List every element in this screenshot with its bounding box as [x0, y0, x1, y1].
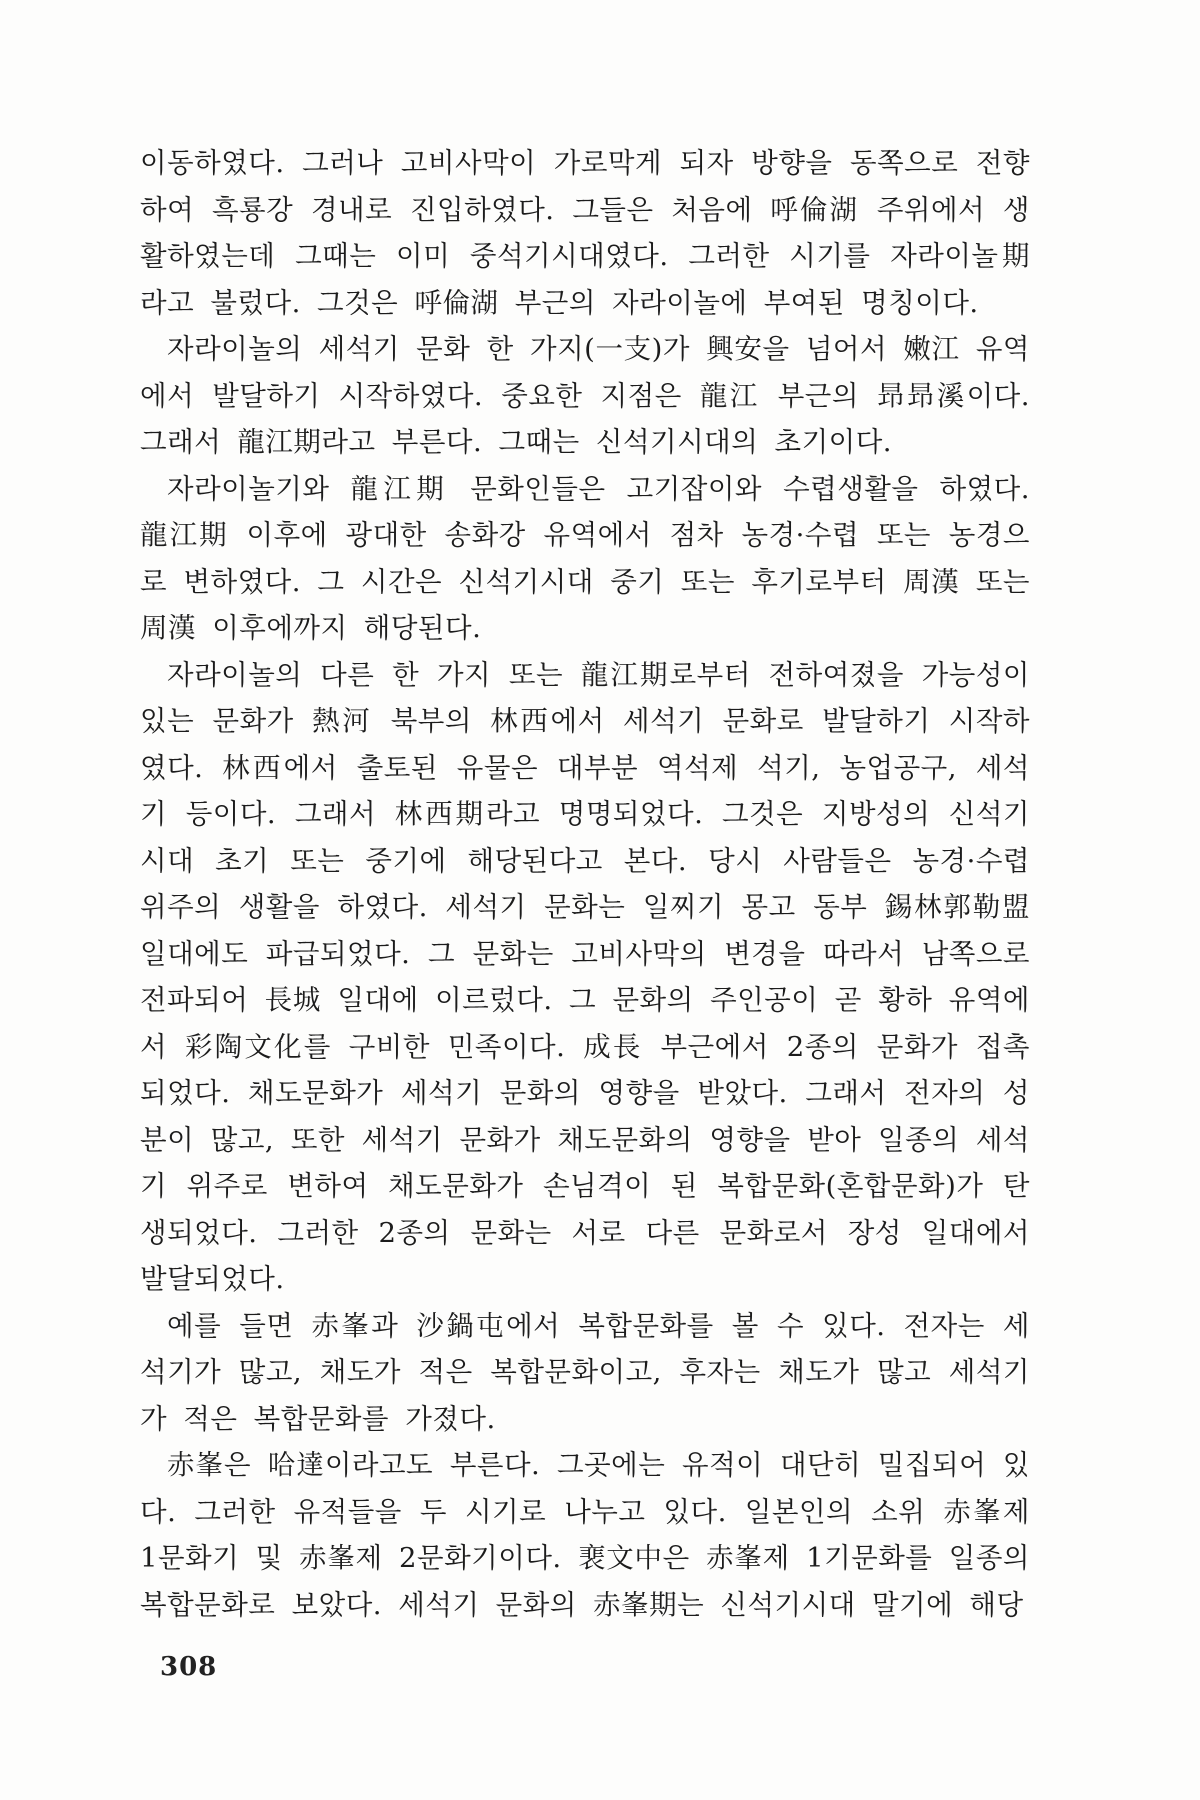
paragraph-6: 赤峯은 哈達이라고도 부른다. 그곳에는 유적이 대단히 밀집되어 있다. 그러한 유적들을 두 시기로 나누고 있다. 일본인의 소위 赤峯제 1문화기 및 赤峯제 2문화기이다. 裵文中은 赤峯제 1기문화를 일종의 복합문화로 보았다. 세석기 문화의 赤峯期는 신석기시대 말기에 해당	[140, 1449, 1030, 1621]
paragraph-3: 자라이놀기와 龍江期 문화인들은 고기잡이와 수렵생활을 하였다. 龍江期 이후에 광대한 송화강 유역에서 점차 농경·수렵 또는 농경으로 변하였다. 그 시간은 신석기시대 중기 또는 후기로부터 周漢 또는 周漢 이후에까지 해당된다.	[140, 472, 1030, 644]
paragraph-5: 예를 들면 赤峯과 沙鍋屯에서 복합문화를 볼 수 있다. 전자는 세석기가 많고, 채도가 적은 복합문화이고, 후자는 채도가 많고 세석기가 적은 복합문화를 가졌다.	[140, 1309, 1030, 1435]
body-text	[140, 140, 1030, 1628]
page-number: 308	[160, 1652, 218, 1682]
paragraph-1: 이동하였다. 그러나 고비사막이 가로막게 되자 방향을 동쪽으로 전향하여 흑룡강 경내로 진입하였다. 그들은 처음에 呼倫湖 주위에서 생활하였는데 그때는 이미 중석기시대였다. 그러한 시기를 자라이놀期라고 불렀다. 그것은 呼倫湖 부근의 자라이놀에 부여된 명칭이다.	[140, 147, 1030, 319]
paragraph-2: 자라이놀의 세석기 문화 한 가지(一支)가 興安을 넘어서 嫩江 유역에서 발달하기 시작하였다. 중요한 지점은 龍江 부근의 昻昻溪이다. 그래서 龍江期라고 부른다. 그때는 신석기시대의 초기이다.	[140, 333, 1030, 458]
paragraph-4: 자라이놀의 다른 한 가지 또는 龍江期로부터 전하여졌을 가능성이 있는 문화가 熱河 북부의 林西에서 세석기 문화로 발달하기 시작하였다. 林西에서 출토된 유물은 대부분 역석제 석기, 농업공구, 세석기 등이다. 그래서 林西期라고 명명되었다. 그것은 지방성의 신석기시대 초기 또는 중기에 해당된다고 본다. 당시 사람들은 농경·수렵 위주의 생활을 하였다. 세석기 문화는 일찌기 몽고 동부 錫林郭勒盟 일대에도 파급되었다. 그 문화는 고비사막의 변경을 따라서 남쪽으로 전파되어 長城 일대에 이르렀다. 그 문화의 주인공이 곧 황하 유역에서 彩陶文化를 구비한 민족이다. 成長 부근에서 2종의 문화가 접촉되었다. 채도문화가 세석기 문화의 영향을 받았다. 그래서 전자의 성분이 많고, 또한 세석기 문화가 채도문화의 영향을 받아 일종의 세석기 위주로 변하여 채도문화가 손님격이 된 복합문화(혼합문화)가 탄생되었다. 그러한 2종의 문화는 서로 다른 문화로서 장성 일대에서 발달되었다.	[140, 658, 1030, 1295]
